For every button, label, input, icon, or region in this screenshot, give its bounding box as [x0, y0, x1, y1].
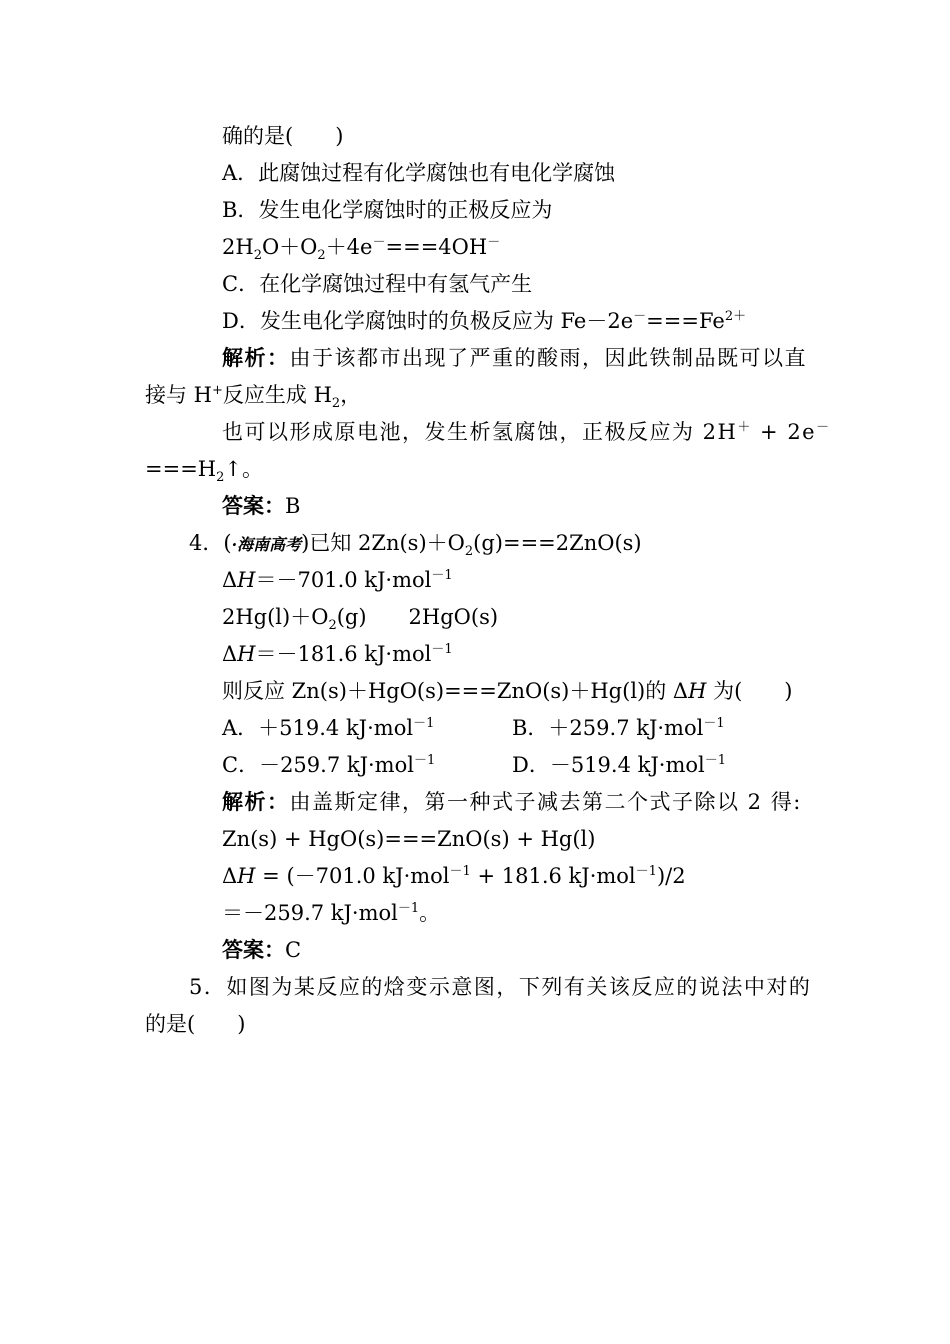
analysis-4-line-1 [222, 788, 802, 816]
superscript: －1 [413, 716, 435, 731]
text: (g) 2HgO(s) [336, 605, 499, 629]
option-a [222, 159, 615, 187]
analysis-4-line-2 [222, 825, 595, 853]
enthalpy-1 [222, 566, 453, 594]
text: 则反应 Zn(s)＋HgO(s)===ZnO(s)＋Hg(l)的 Δ [222, 679, 689, 703]
text: O＋O [261, 235, 318, 259]
equation-cathode [222, 233, 501, 264]
superscript: 2＋ [724, 309, 747, 324]
superscript: + [212, 383, 223, 398]
analysis-label: 解析： [222, 345, 290, 370]
question-4-stem [189, 529, 642, 559]
analysis-line-1 [222, 344, 807, 372]
text: Δ [222, 864, 238, 888]
text: ＝－701.0 kJ·mol [255, 568, 432, 592]
text: ===4OH [385, 235, 488, 259]
superscript: －1 [431, 568, 453, 583]
text: 的是( ) [145, 1012, 246, 1036]
text: D．发生电化学腐蚀时的负极反应为 Fe－2e [222, 309, 634, 333]
text: C．－259.7 kJ·mol [222, 753, 414, 777]
analysis-line-4 [145, 455, 263, 486]
italic-symbol: H [237, 864, 256, 888]
italic-symbol: H [237, 568, 256, 592]
text: 确的是( ) [222, 124, 344, 148]
superscript: － [372, 235, 386, 250]
analysis-line-2 [145, 381, 362, 412]
superscript: －1 [449, 864, 471, 879]
answer-value: C [285, 938, 302, 962]
answer-3 [222, 492, 300, 520]
text: Δ [222, 568, 238, 592]
question-5-stem-continuation [145, 1010, 245, 1038]
text: B．＋259.7 kJ·mol [512, 716, 704, 740]
text: ＝－259.7 kJ·mol [222, 901, 398, 925]
text: ===H [145, 457, 217, 481]
text: D．－519.4 kJ·mol [512, 753, 705, 777]
text: 由于该都市出现了严重的酸雨，因此铁制品既可以直 [289, 346, 807, 370]
option-b [222, 196, 552, 224]
superscript: －1 [413, 753, 436, 768]
option-4a [222, 714, 434, 742]
answer-label: 答案： [222, 493, 285, 518]
text: 4．( [189, 531, 232, 555]
subscript: 2 [328, 618, 337, 634]
superscript: － [633, 309, 647, 324]
text: 由盖斯定律，第一种式子减去第二个式子除以 2 得: [289, 790, 802, 814]
answer-4 [222, 936, 301, 964]
text: Zn(s) + HgO(s)===ZnO(s) + Hg(l) [222, 827, 596, 851]
italic-symbol: H [237, 642, 256, 666]
text: 2Hg(l)＋O [222, 605, 329, 629]
answer-label: 答案： [222, 937, 285, 962]
text: (g)===2ZnO(s) [473, 531, 642, 555]
option-4d [512, 751, 726, 779]
superscript: －1 [704, 753, 727, 768]
option-stem-continuation [222, 122, 343, 150]
text: A．＋519.4 kJ·mol [222, 716, 414, 740]
text: ＝－181.6 kJ·mol [255, 642, 432, 666]
subscript: 2 [317, 248, 326, 264]
option-4c [222, 751, 435, 779]
text: + 181.6 kJ·mol [470, 864, 636, 888]
analysis-line-3 [222, 418, 831, 446]
text: ↑。 [224, 457, 263, 481]
answer-value: B [285, 494, 301, 518]
subscript: 2 [253, 248, 262, 264]
option-c [222, 270, 532, 298]
subscript: 2 [331, 396, 341, 412]
text: 也可以形成原电池，发生析氢腐蚀，正极反应为 2H [222, 420, 738, 444]
option-d [222, 307, 746, 335]
analysis-4-line-4 [222, 899, 440, 927]
text: = (－701.0 kJ·mol [255, 864, 450, 888]
text: B．发生电化学腐蚀时的正极反应为 [222, 198, 553, 222]
text: ， [340, 383, 362, 407]
question-5-stem [189, 973, 811, 1001]
text: 2H [222, 235, 254, 259]
analysis-label: 解析： [222, 789, 290, 814]
text: )/2 [656, 864, 686, 888]
text: Δ [222, 642, 238, 666]
text: C．在化学腐蚀过程中有氢气产生 [222, 272, 533, 296]
enthalpy-2 [222, 640, 453, 668]
superscript: ＋ [737, 420, 752, 435]
analysis-4-line-3 [222, 862, 686, 890]
question-4-ask [222, 677, 792, 705]
text: 反应生成 H [222, 383, 332, 407]
subscript: 2 [464, 544, 474, 560]
text: 5．如图为某反应的焓变示意图，下列有关该反应的说法中对的 [189, 975, 812, 999]
text: ===Fe [646, 309, 725, 333]
text: ＋4e [325, 235, 373, 259]
superscript: － [816, 420, 831, 435]
option-4b [512, 714, 725, 742]
source-tag: ·海南高考 [231, 535, 302, 554]
reaction-2 [222, 603, 499, 634]
superscript: － [487, 235, 501, 250]
italic-symbol: H [688, 679, 707, 703]
superscript: －1 [431, 642, 453, 657]
superscript: －1 [635, 864, 657, 879]
text: 接与 H [145, 383, 212, 407]
superscript: －1 [397, 901, 420, 916]
subscript: 2 [216, 470, 225, 486]
text: )已知 2Zn(s)＋O [301, 531, 465, 555]
superscript: －1 [703, 716, 725, 731]
text: 。 [419, 901, 441, 925]
text: 为( ) [706, 679, 793, 703]
text: + 2e [751, 420, 817, 444]
text: A．此腐蚀过程有化学腐蚀也有电化学腐蚀 [222, 161, 616, 185]
